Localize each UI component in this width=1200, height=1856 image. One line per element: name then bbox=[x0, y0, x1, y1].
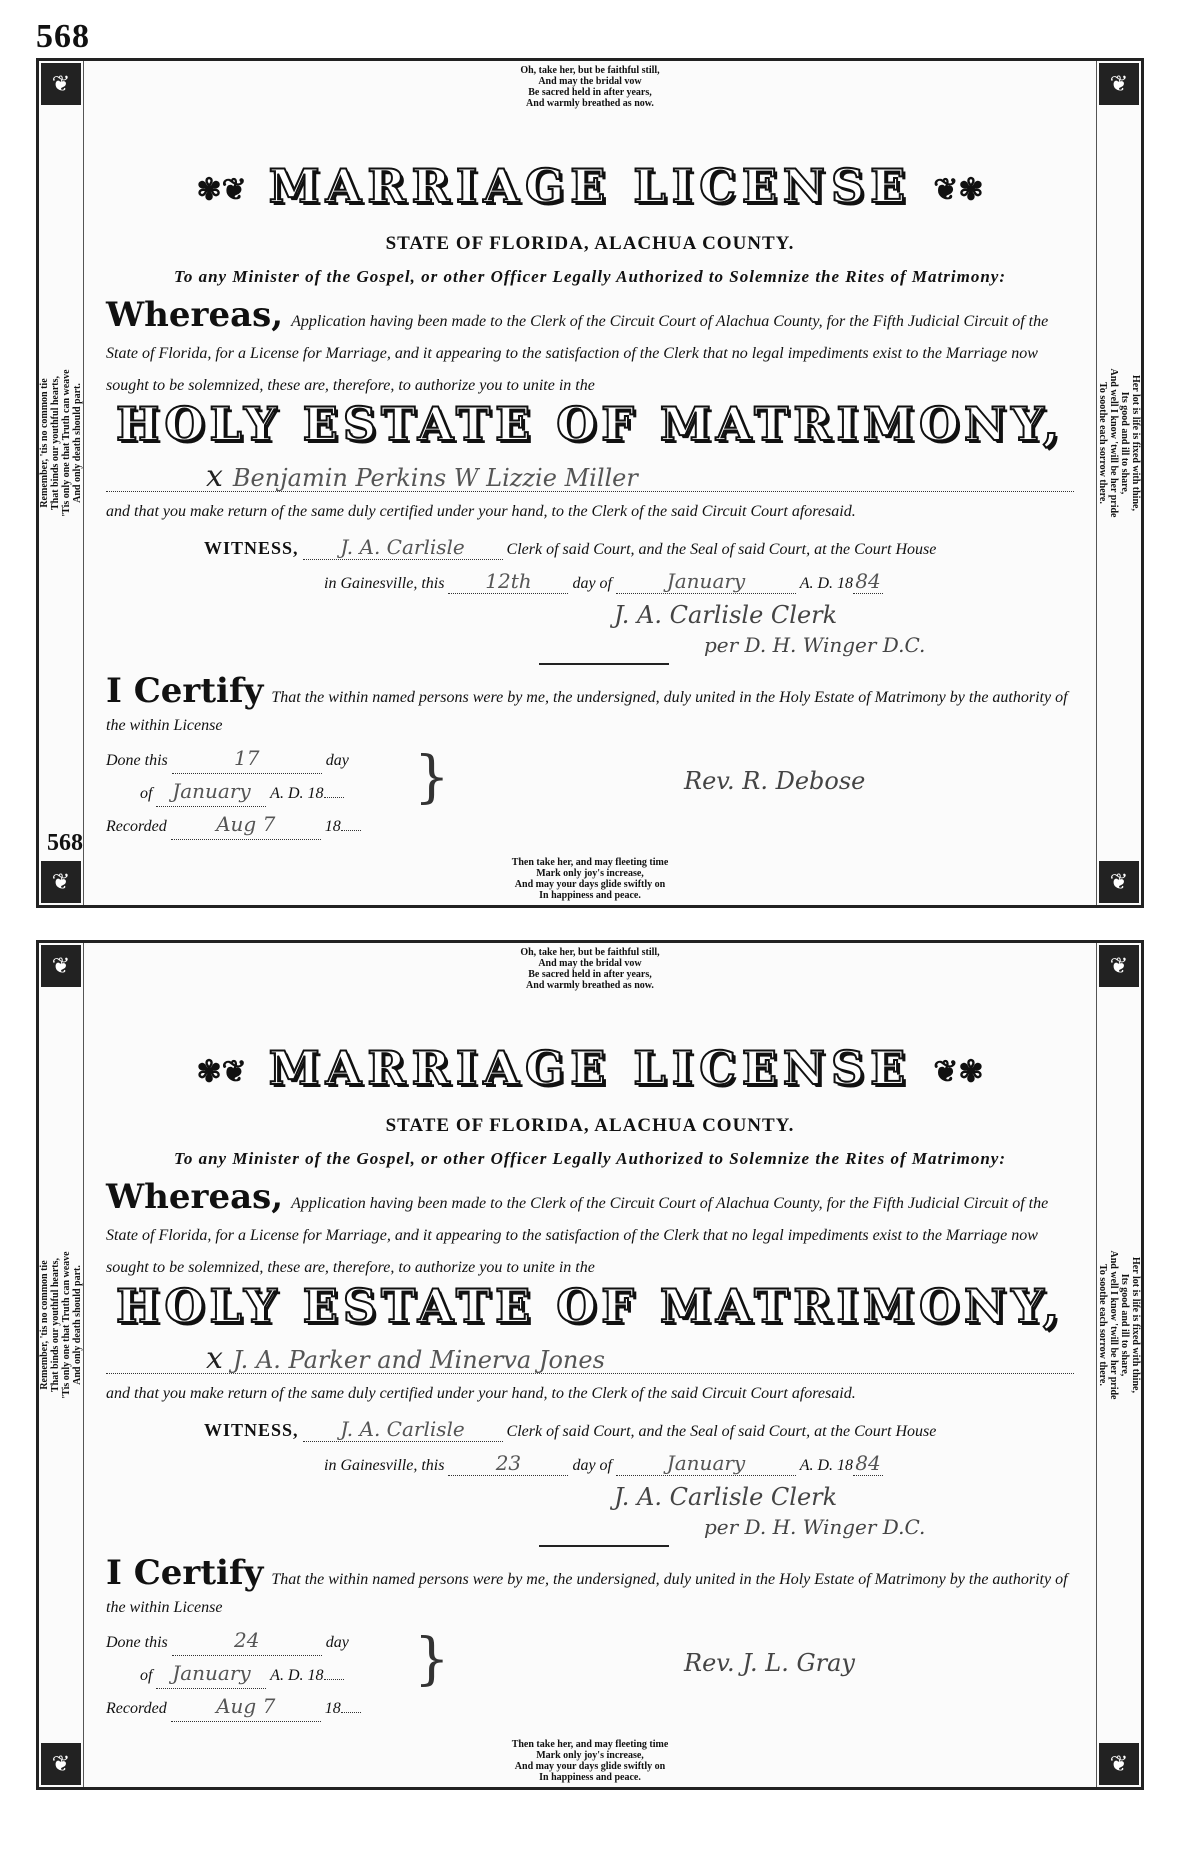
right-poem: Her lot is life is fixed with thine, Its good and ill to share, And well I know 'twill be her pride To soothe each sorrow there. bbox=[1097, 368, 1141, 518]
ornament-icon: ❦ bbox=[41, 945, 81, 987]
divider bbox=[539, 663, 669, 665]
holy-estate-heading: HOLY ESTATE OF MATRIMONY, bbox=[115, 1279, 1065, 1333]
couple-names: x J. A. Parker and Minerva Jones bbox=[106, 1341, 1074, 1374]
application-paragraph: Whereas, Application having been made to the Clerk of the Circuit Court of Alachua County, for the Fifth Judicial Circuit of the State of Florida, for a License for Marriage, and it appearing to the satisfaction of the Clerk that no legal impediments exist to the Marriage now sought to be solemnized, these are, therefore, to authorize you to unite in the bbox=[106, 1177, 1049, 1276]
top-poem: Oh, take her, but be faithful still, And may the bridal vow Be sacred held in after years, And warmly breathed as now. bbox=[520, 947, 660, 991]
brace: } bbox=[414, 1627, 450, 1692]
corner-page-number: 568 bbox=[47, 830, 83, 856]
flourish-icon: ✾❦ bbox=[196, 172, 247, 208]
deputy-signature: per D. H. Winger D.C. bbox=[704, 633, 926, 657]
officiant-signature: Rev. J. L. Gray bbox=[684, 1649, 855, 1677]
divider bbox=[539, 1545, 669, 1547]
ornament-icon: ❦ bbox=[1099, 1743, 1139, 1785]
address-line: To any Minister of the Gospel, or other Officer Legally Authorized to Solemnize the Rites of Matrimony: bbox=[174, 1149, 1006, 1168]
marriage-license-2 bbox=[36, 940, 1144, 1790]
done-block: Done this 24 day of January A. D. 18 Recorded Aug 7 18 bbox=[106, 1625, 361, 1724]
ornament-icon: ❦ bbox=[1099, 861, 1139, 903]
ornament-icon: ❦ bbox=[41, 861, 81, 903]
clerk-signature: J. A. Carlisle Clerk bbox=[614, 601, 838, 629]
page-number: 568 bbox=[36, 18, 90, 55]
left-poem: Remember, 'tis no common tie That binds our youthful hearts, 'Tis only one that Truth can weave And only death should part. bbox=[39, 1251, 83, 1399]
witness-line: WITNESS, J. A. Carlisle Clerk of said Court, and the Seal of said Court, at the Court House bbox=[204, 535, 937, 559]
certify-paragraph: I Certify That the within named persons were by me, the undersigned, duly united in the Holy Estate of Matrimony by the authority of the within License bbox=[106, 1553, 1068, 1616]
state-heading: STATE OF FLORIDA, ALACHUA COUNTY. bbox=[385, 233, 795, 254]
ornament-icon: ❦ bbox=[41, 63, 81, 105]
flourish-icon: ❦✾ bbox=[933, 1054, 984, 1090]
application-paragraph: Whereas, Application having been made to the Clerk of the Circuit Court of Alachua County, for the Fifth Judicial Circuit of the State of Florida, for a License for Marriage, and it appearing to the satisfaction of the Clerk that no legal impediments exist to the Marriage now sought to be solemnized, these are, therefore, to authorize you to unite in the bbox=[106, 295, 1049, 394]
ornament-icon: ❦ bbox=[41, 1743, 81, 1785]
done-block: Done this 17 day of January A. D. 18 Recorded Aug 7 18 bbox=[106, 743, 361, 842]
address-line: To any Minister of the Gospel, or other Officer Legally Authorized to Solemnize the Rites of Matrimony: bbox=[174, 267, 1006, 286]
holy-estate-heading: HOLY ESTATE OF MATRIMONY, bbox=[115, 397, 1065, 451]
couple-names: x Benjamin Perkins W Lizzie Miller bbox=[106, 459, 1074, 492]
flourish-icon: ❦✾ bbox=[933, 172, 984, 208]
return-line: and that you make return of the same duly certified under your hand, to the Clerk of the said Circuit Court aforesaid. bbox=[106, 1385, 856, 1402]
top-poem: Oh, take her, but be faithful still, And may the bridal vow Be sacred held in after years, And warmly breathed as now. bbox=[520, 65, 660, 109]
left-poem: Remember, 'tis no common tie That binds our youthful hearts, 'Tis only one that Truth can weave And only death should part. bbox=[39, 369, 83, 517]
date-line: in Gainesville, this 12th day of January A. D. 18 84 bbox=[324, 569, 1074, 594]
license-title: ✾❦ MARRIAGE LICENSE ❦✾ bbox=[196, 159, 984, 213]
ornament-icon: ❦ bbox=[1099, 945, 1139, 987]
date-line: in Gainesville, this 23 day of January A. D. 18 84 bbox=[324, 1451, 1074, 1476]
license-title: ✾❦ MARRIAGE LICENSE ❦✾ bbox=[196, 1041, 984, 1095]
clerk-signature: J. A. Carlisle Clerk bbox=[614, 1483, 838, 1511]
right-poem: Her lot is life is fixed with thine, Its good and ill to share, And well I know 'twill be her pride To soothe each sorrow there. bbox=[1097, 1250, 1141, 1400]
deputy-signature: per D. H. Winger D.C. bbox=[704, 1515, 926, 1539]
certify-paragraph: I Certify That the within named persons were by me, the undersigned, duly united in the Holy Estate of Matrimony by the authority of the within License bbox=[106, 671, 1068, 734]
flourish-icon: ✾❦ bbox=[196, 1054, 247, 1090]
bottom-poem: Then take her, and may fleeting time Mark only joy's increase, And may your days glide swiftly on In happiness and peace. bbox=[511, 1739, 669, 1783]
return-line: and that you make return of the same duly certified under your hand, to the Clerk of the said Circuit Court aforesaid. bbox=[106, 503, 856, 520]
officiant-signature: Rev. R. Debose bbox=[684, 767, 866, 795]
ornament-icon: ❦ bbox=[1099, 63, 1139, 105]
marriage-license-1 bbox=[36, 58, 1144, 908]
bottom-poem: Then take her, and may fleeting time Mark only joy's increase, And may your days glide swiftly on In happiness and peace. bbox=[511, 857, 669, 901]
state-heading: STATE OF FLORIDA, ALACHUA COUNTY. bbox=[385, 1115, 795, 1136]
brace: } bbox=[414, 745, 450, 810]
witness-line: WITNESS, J. A. Carlisle Clerk of said Court, and the Seal of said Court, at the Court House bbox=[204, 1417, 937, 1441]
